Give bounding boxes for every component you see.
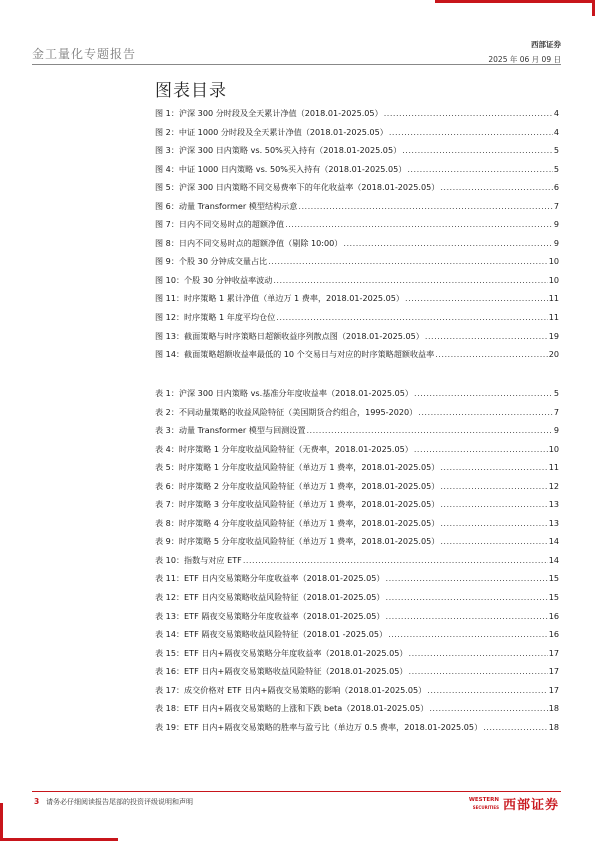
- figure-entry-label: 图 8：日内不同交易时点的超额净值（剔除 10:00）: [155, 237, 343, 248]
- dot-leader: [405, 289, 548, 308]
- table-entry[interactable]: [155, 384, 559, 403]
- table-entry[interactable]: [155, 532, 559, 551]
- figure-entry[interactable]: [155, 160, 559, 179]
- table-entry-page: 10: [548, 443, 559, 454]
- table-entry-page: 13: [548, 517, 559, 528]
- table-entry-label: 表 10：指数与对应 ETF: [155, 554, 242, 565]
- table-entry[interactable]: [155, 681, 559, 700]
- table-entry-page: 16: [548, 610, 559, 621]
- figure-entry-label: 图 4：中证 1000 日内策略 vs. 50%买入持有（2018.01-2025.05）: [155, 163, 407, 174]
- figure-entry-page: 9: [553, 219, 559, 230]
- dot-leader: [435, 345, 547, 364]
- figure-list: [155, 104, 559, 364]
- table-entry-page: 14: [548, 554, 559, 565]
- table-entry-page: 7: [553, 406, 559, 417]
- dot-leader: [306, 421, 552, 440]
- figure-entry-page: 11: [548, 293, 559, 304]
- table-entry[interactable]: [155, 514, 559, 533]
- figure-entry-label: 图 9：个股 30 分钟成交量占比: [155, 256, 268, 267]
- table-entry-label: 表 16：ETF 日内+隔夜交易策略收益风险特征（2018.01-2025.05）: [155, 666, 408, 677]
- dot-leader: [409, 644, 548, 663]
- dot-leader: [276, 308, 547, 327]
- figure-entry-label: 图 2：中证 1000 分时段及全天累计净值（2018.01-2025.05）: [155, 126, 388, 137]
- header-date: 2025 年 06 月 09 日: [488, 55, 561, 64]
- header-right: [488, 39, 561, 65]
- table-entry-page: 16: [548, 629, 559, 640]
- figure-entry-label: 图 3：沪深 300 日内策略 vs. 50%买入持有（2018.01-2025.05）: [155, 145, 402, 156]
- table-entry[interactable]: [155, 495, 559, 514]
- table-entry-label: 表 3：动量 Transformer 模型与回测设置: [155, 425, 306, 436]
- dot-leader: [386, 607, 548, 626]
- table-entry-label: 表 12：ETF 日内交易策略收益风险特征（2018.01-2025.05）: [155, 592, 385, 603]
- figure-entry-page: 10: [548, 256, 559, 267]
- figure-entry[interactable]: [155, 123, 559, 142]
- table-entry-label: 表 8：时序策略 4 分年度收益风险特征（单边万 1 费率，2018.01-2025.05）: [155, 517, 440, 528]
- table-entry-label: 表 11：ETF 日内交易策略分年度收益率（2018.01-2025.05）: [155, 573, 385, 584]
- dot-leader: [440, 477, 547, 496]
- figure-entry-label: 图 11：时序策略 1 累计净值（单边万 1 费率，2018.01-2025.05）: [155, 293, 405, 304]
- header-company: 西部证券: [531, 40, 561, 49]
- table-entry[interactable]: [155, 607, 559, 626]
- table-entry[interactable]: [155, 569, 559, 588]
- table-entry[interactable]: [155, 477, 559, 496]
- toc-title: 图表目录: [155, 81, 227, 101]
- dot-leader: [427, 681, 547, 700]
- figure-entry[interactable]: [155, 178, 559, 197]
- table-entry-label: 表 6：时序策略 2 分年度收益风险特征（单边万 1 费率，2018.01-2025.05）: [155, 480, 440, 491]
- corner-decoration-bottom-left: [0, 801, 120, 841]
- dot-leader: [389, 123, 553, 142]
- figure-entry[interactable]: [155, 252, 559, 271]
- dot-leader: [384, 104, 553, 123]
- table-entry-label: 表 14：ETF 隔夜交易策略收益风险特征（2018.01 -2025.05）: [155, 629, 388, 640]
- table-entry-page: 18: [548, 703, 559, 714]
- table-entry-page: 12: [548, 480, 559, 491]
- table-entry-page: 18: [548, 721, 559, 732]
- figure-entry-label: 图 12：时序策略 1 年度平均仓位: [155, 312, 276, 323]
- table-list: [155, 384, 559, 736]
- figure-entry-page: 10: [548, 274, 559, 285]
- dot-leader: [285, 215, 553, 234]
- dot-leader: [414, 440, 548, 459]
- dot-leader: [243, 551, 548, 570]
- table-entry-page: 14: [548, 536, 559, 547]
- table-entry[interactable]: [155, 625, 559, 644]
- table-entry-label: 表 18：ETF 日内+隔夜交易策略的上涨和下跌 beta（2018.01-2025.05）: [155, 703, 429, 714]
- figure-entry[interactable]: [155, 104, 559, 123]
- table-entry[interactable]: [155, 440, 559, 459]
- figure-entry-label: 图 5：沪深 300 日内策略不同交易费率下的年化收益率（2018.01-2025.05）: [155, 182, 440, 193]
- figure-entry-page: 20: [548, 349, 559, 360]
- figure-entry-label: 图 14：截面策略超额收益率最低的 10 个交易日与对应的时序策略超额收益率: [155, 349, 435, 360]
- dot-leader: [388, 625, 548, 644]
- table-entry-label: 表 2：不同动量策略的收益风险特征（美国期货合约组合，1995-2020）: [155, 406, 418, 417]
- figure-entry-page: 4: [553, 108, 559, 118]
- table-entry-label: 表 5：时序策略 1 分年度收益风险特征（单边万 1 费率，2018.01-2025.05）: [155, 462, 440, 473]
- figure-entry-label: 图 6：动量 Transformer 模型结构示意: [155, 200, 298, 211]
- figure-entry-page: 5: [553, 145, 559, 156]
- dot-leader: [425, 327, 548, 346]
- table-entry[interactable]: [155, 403, 559, 422]
- footer-disclaimer: 请务必仔细阅读报告尾部的投资评级说明和声明: [46, 798, 193, 806]
- table-entry-label: 表 1：沪深 300 日内策略 vs.基准分年度收益率（2018.01-2025.05）: [155, 388, 414, 398]
- table-entry[interactable]: [155, 718, 559, 737]
- dot-leader: [414, 384, 553, 403]
- dot-leader: [343, 234, 552, 253]
- figure-entry[interactable]: [155, 308, 559, 327]
- figure-entry-page: 6: [553, 182, 559, 193]
- table-entry-label: 表 13：ETF 隔夜交易策略分年度收益率（2018.01-2025.05）: [155, 610, 385, 621]
- footer-divider: [32, 791, 561, 792]
- table-entry-label: 表 17：成交价格对 ETF 日内+隔夜交易策略的影响（2018.01-2025.05）: [155, 684, 427, 695]
- corner-decoration-top-right: [435, 0, 595, 16]
- table-entry-page: 5: [553, 388, 559, 398]
- table-entry[interactable]: [155, 458, 559, 477]
- dot-leader: [429, 699, 547, 718]
- table-entry[interactable]: [155, 644, 559, 663]
- table-entry-label: 表 4：时序策略 1 分年度收益风险特征（无费率，2018.01-2025.05）: [155, 443, 413, 454]
- figure-entry-page: 9: [553, 237, 559, 248]
- dot-leader: [440, 178, 553, 197]
- logo-english: WESTERN SECURITIES: [468, 796, 499, 810]
- figure-entry-page: 4: [553, 126, 559, 137]
- figure-entry-label: 图 10：个股 30 分钟收益率波动: [155, 274, 273, 285]
- dot-leader: [440, 532, 547, 551]
- figure-entry-page: 7: [553, 200, 559, 211]
- figure-entry-page: 11: [548, 312, 559, 323]
- figure-entry[interactable]: [155, 271, 559, 290]
- table-entry[interactable]: [155, 421, 559, 440]
- report-type: 金工量化专题报告: [32, 47, 137, 61]
- dot-leader: [409, 662, 548, 681]
- figure-entry[interactable]: [155, 141, 559, 160]
- figure-entry[interactable]: [155, 234, 559, 253]
- figure-entry[interactable]: [155, 327, 559, 346]
- table-entry-page: 9: [553, 425, 559, 436]
- logo-chinese: 西部证券: [502, 798, 559, 813]
- dot-leader: [440, 458, 547, 477]
- table-entry-page: 15: [548, 573, 559, 584]
- figure-entry[interactable]: [155, 197, 559, 216]
- dot-leader: [407, 160, 552, 179]
- company-logo: [469, 794, 559, 813]
- dot-leader: [298, 197, 552, 216]
- dot-leader: [402, 141, 553, 160]
- figure-entry-label: 图 7：日内不同交易时点的超额净值: [155, 219, 285, 230]
- dot-leader: [273, 271, 547, 290]
- header-divider: [32, 64, 561, 65]
- page-number: 3: [34, 797, 40, 806]
- table-entry-label: 表 9：时序策略 5 分年度收益风险特征（单边万 1 费率，2018.01-2025.05）: [155, 536, 440, 547]
- dot-leader: [440, 495, 547, 514]
- table-entry[interactable]: [155, 551, 559, 570]
- table-entry-page: 11: [548, 462, 559, 473]
- figure-entry-label: 图 1：沪深 300 分时段及全天累计净值（2018.01-2025.05）: [155, 108, 383, 118]
- dot-leader: [440, 514, 547, 533]
- figure-entry[interactable]: [155, 215, 559, 234]
- dot-leader: [483, 718, 548, 737]
- table-entry[interactable]: [155, 699, 559, 718]
- table-entry-page: 17: [548, 666, 559, 677]
- table-entry-label: 表 15：ETF 日内+隔夜交易策略分年度收益率（2018.01-2025.05）: [155, 647, 408, 658]
- table-entry[interactable]: [155, 588, 559, 607]
- table-entry-page: 13: [548, 499, 559, 510]
- table-entry-page: 17: [548, 647, 559, 658]
- table-entry[interactable]: [155, 662, 559, 681]
- table-entry-page: 15: [548, 592, 559, 603]
- figure-entry[interactable]: [155, 345, 559, 364]
- figure-entry-page: 5: [553, 163, 559, 174]
- table-entry-page: 17: [548, 684, 559, 695]
- dot-leader: [386, 569, 548, 588]
- table-entry-label: 表 19：ETF 日内+隔夜交易策略的胜率与盈亏比（单边万 0.5 费率，2018.01-2025.05）: [155, 721, 483, 732]
- dot-leader: [268, 252, 547, 271]
- dot-leader: [418, 403, 553, 422]
- table-entry-label: 表 7：时序策略 3 分年度收益风险特征（单边万 1 费率，2018.01-2025.05）: [155, 499, 440, 510]
- dot-leader: [386, 588, 548, 607]
- figure-entry-label: 图 13：截面策略与时序策略日超额收益序列散点图（2018.01-2025.05）: [155, 330, 424, 341]
- figure-entry[interactable]: [155, 289, 559, 308]
- figure-entry-page: 19: [548, 330, 559, 341]
